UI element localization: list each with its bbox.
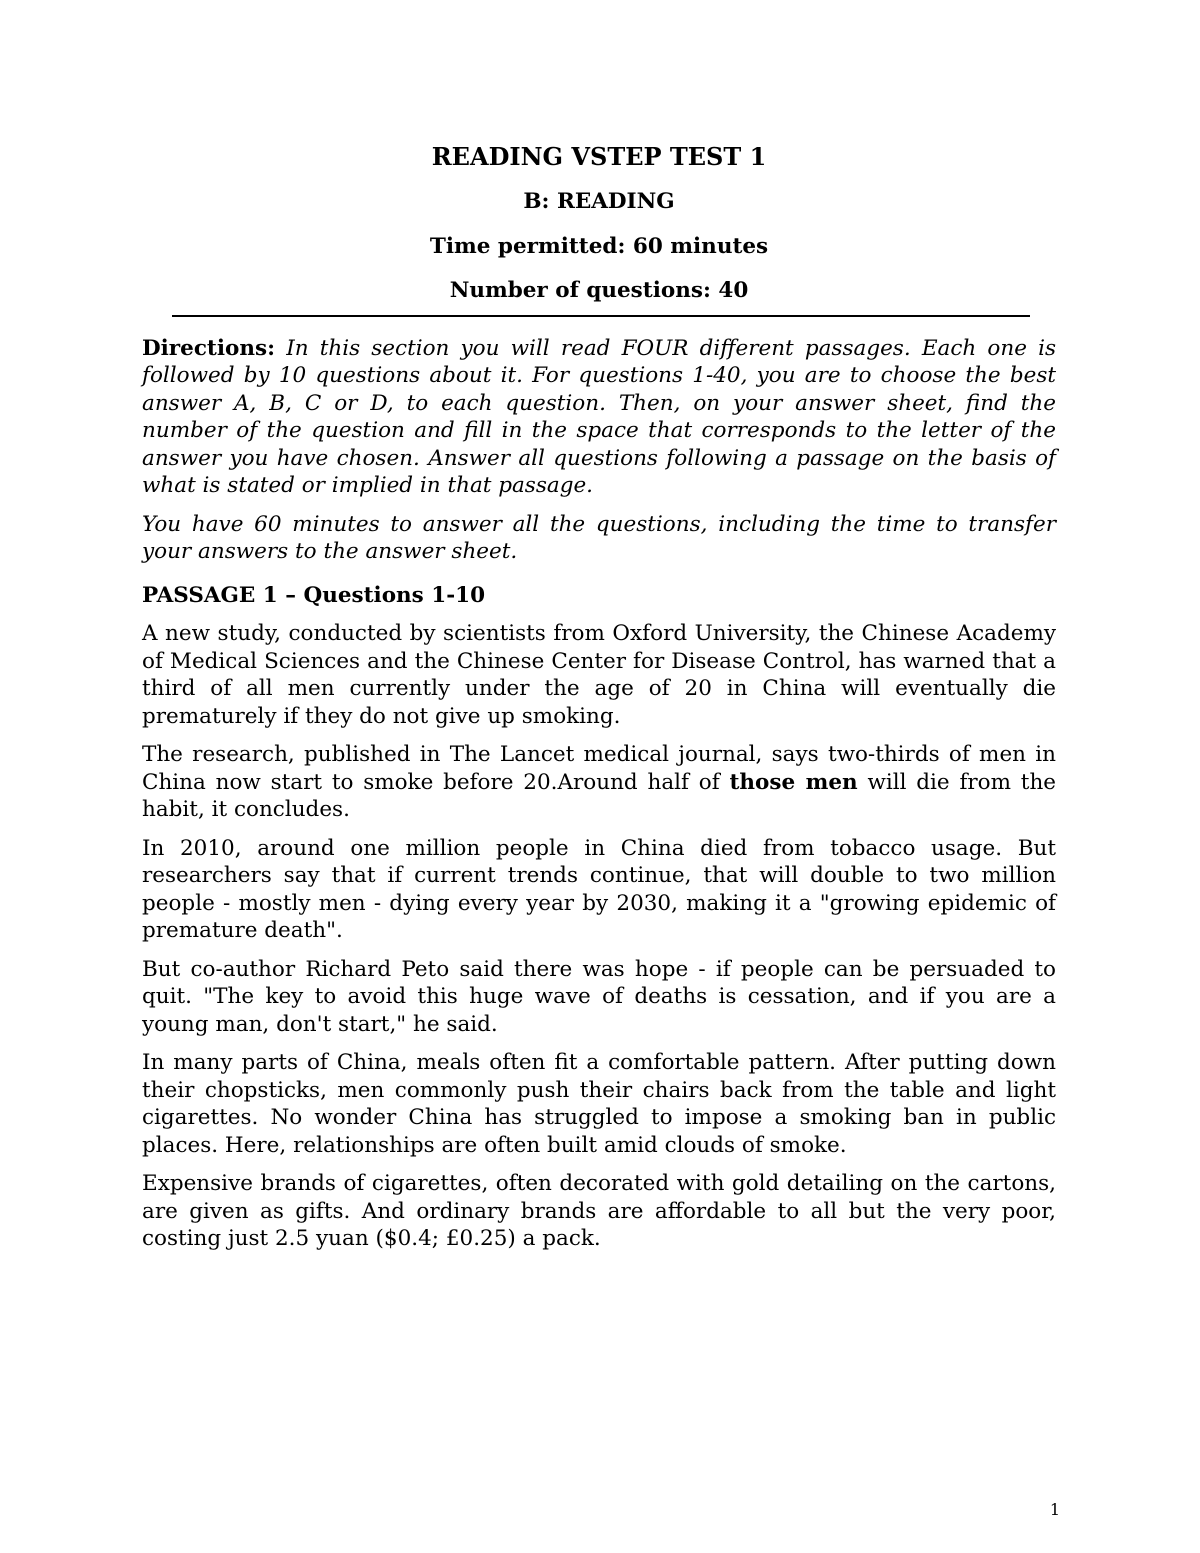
- passage-paragraph-1: A new study, conducted by scientists from Oxford University, the Chinese Academy of Medical Sciences and the Chinese Center for Disease Control, has warned that a third of all men currently under the age of 20 in China will eventually die prematurely if they do not give up smoking.: [142, 621, 1056, 729]
- time-note: You have 60 minutes to answer all the questions, including the time to transfer your answers to the answer sheet.: [142, 511, 1056, 564]
- time-permitted: Time permitted: 60 minutes: [429, 233, 769, 259]
- emphasized-phrase: those men: [729, 769, 858, 795]
- directions-text: In this section you will read FOUR different passages. Each one is followed by 10 questions about it. For questions 1-40, you are to choose the best answer A, B, C or D, to each question. Then, on your answer sheet, find the number of the question and fill in the space that corresponds to the letter of the answer you have chosen. Answer all questions following a passage on the basis of what is stated or implied in that passage.: [142, 335, 1056, 498]
- passage-paragraph-5: In many parts of China, meals often fit a comfortable pattern. After putting down their chopsticks, men commonly push their chairs back from the table and light cigarettes. No wonder China has struggled to impose a smoking ban in public places. Here, relationships are often built amid clouds of smoke.: [142, 1050, 1056, 1158]
- number-of-questions: Number of questions: 40: [449, 278, 749, 303]
- passage-title: PASSAGE 1 – Questions 1-10: [142, 582, 486, 608]
- section-heading: B: READING: [523, 189, 675, 214]
- page-content: [142, 140, 1056, 1253]
- passage-paragraph-2: [142, 741, 1056, 824]
- paragraph-2-text-start: The research, published in The Lancet medical journal, says two-thirds of men in China now start to smoke before 20.Around half of: [142, 742, 1056, 795]
- document-title: READING VSTEP TEST 1: [431, 142, 767, 171]
- paragraph-2-text-end: will die from the habit, it concludes.: [142, 769, 1057, 822]
- directions-paragraph: [142, 335, 1056, 500]
- passage-paragraph-4: But co-author Richard Peto said there was hope - if people can be persuaded to quit. "The key to avoid this huge wave of deaths is cessation, and if you are a young man, don't start," he said.: [142, 956, 1056, 1037]
- passage-paragraph-6: Expensive brands of cigarettes, often decorated with gold detailing on the cartons, are given as gifts. And ordinary brands are affordable to all but the very poor, costing just 2.5 yuan ($0.4; £0.25) a pack.: [142, 1171, 1056, 1251]
- horizontal-rule: [172, 315, 1030, 317]
- page-number: 1: [1049, 1500, 1060, 1519]
- directions-label: Directions:: [142, 335, 276, 361]
- passage-paragraph-3: In 2010, around one million people in China died from tobacco usage. But researchers say that if current trends continue, that will double to two million people - mostly men - dying every year by 2030, making it a "growing epidemic of premature death".: [142, 835, 1056, 943]
